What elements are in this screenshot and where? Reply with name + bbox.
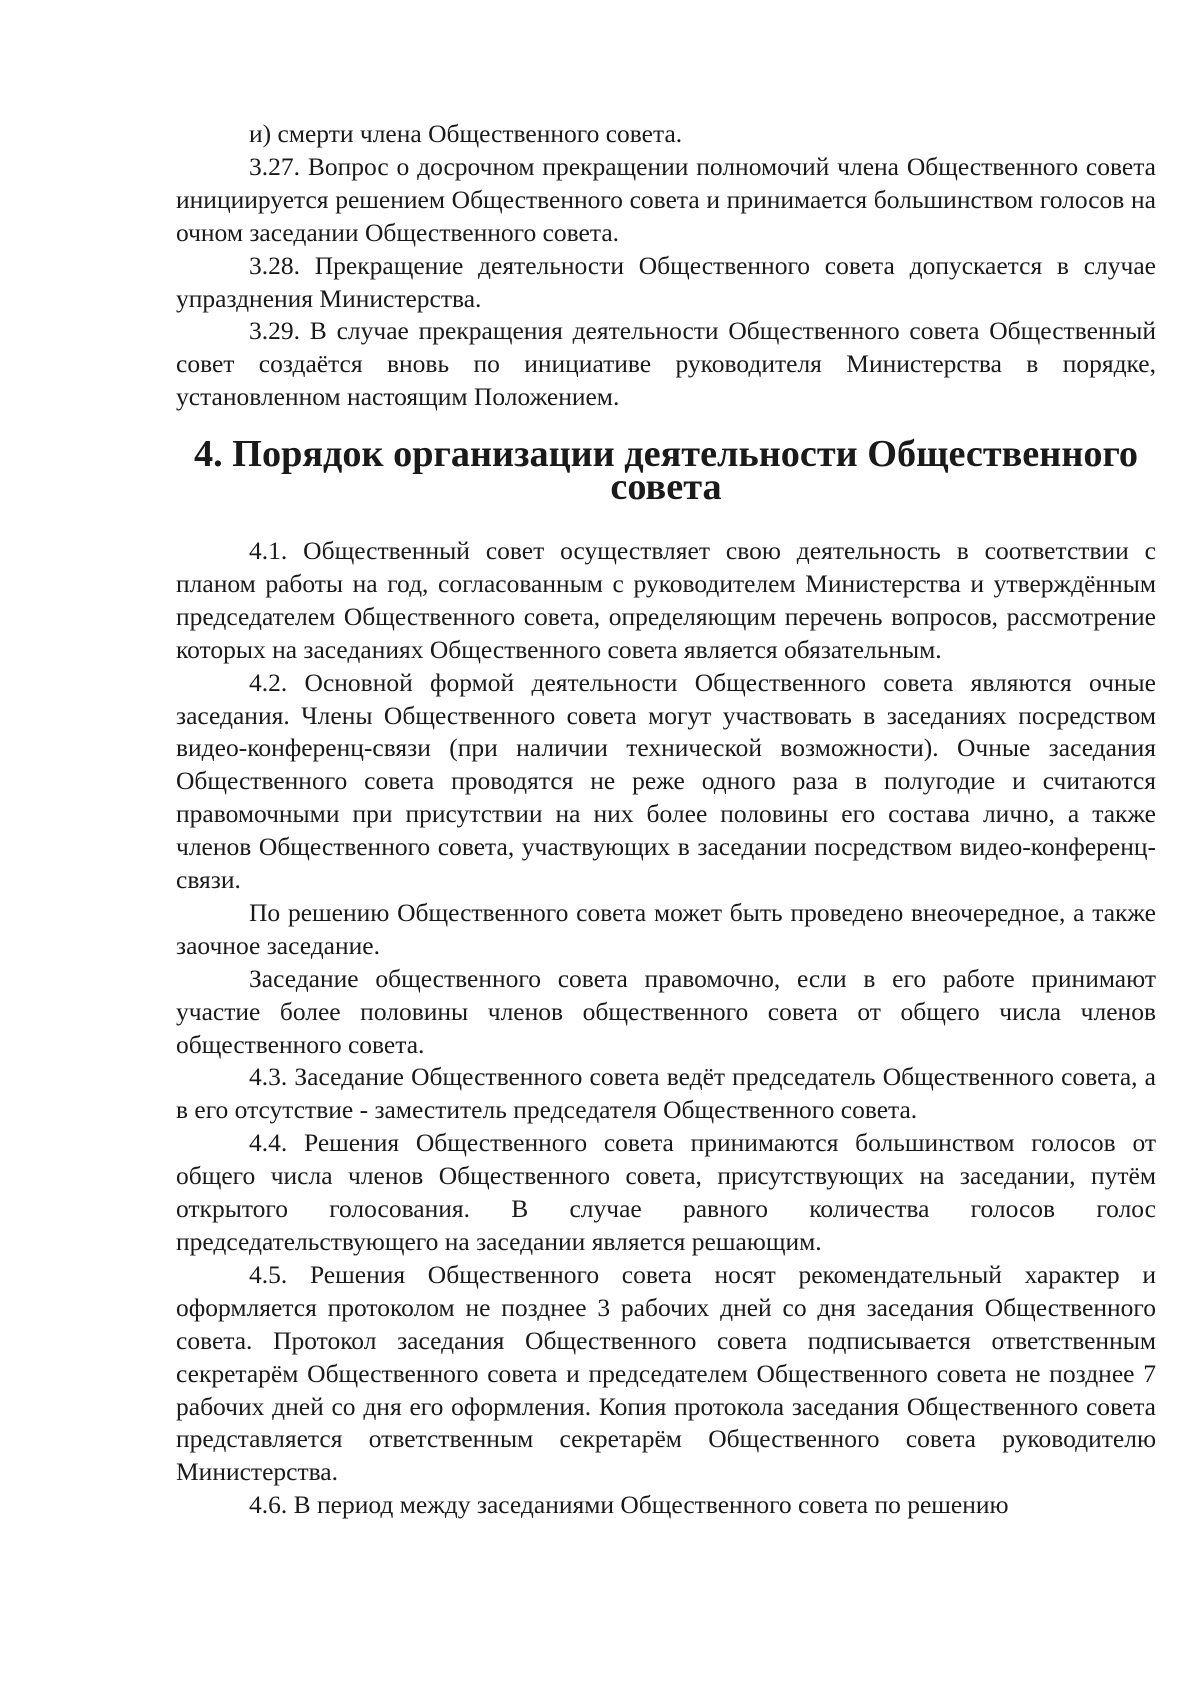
paragraph-extraordinary-meeting: По решению Общественного совета может быть проведено внеочередное, а также заочное заседание. — [176, 897, 1156, 960]
paragraph-item-i: и) смерти члена Общественного совета. — [249, 119, 683, 148]
section-heading: 4. Порядок организации деятельности Общественного совета — [193, 433, 1139, 509]
paragraph-4-1: 4.1. Общественный совет осуществляет свою деятельность в соответствии с планом работы на год, согласованным с руководителем Министерства и утверждённым председателем Общественного совета, определяющим перечень вопросов, рассмотрение которых на заседаниях Общественного совета является обязательным. — [176, 535, 1156, 664]
paragraph-4-5: 4.5. Решения Общественного совета носят рекомендательный характер и оформляется протоколом не позднее 3 рабочих дней со дня заседания Общественного совета. Протокол заседания Общественного совета подписывается ответственным секретарём Общественного совета и председателем Общественного совета не позднее 7 рабочих дней со дня его оформления. Копия протокола заседания Общественного совета представляется ответственным секретарём Общественного совета руководителю Министерства. — [176, 1259, 1156, 1487]
paragraph-3-29: 3.29. В случае прекращения деятельности Общественного совета Общественный совет создаётся вновь по инициативе руководителя Министерства в порядке, установленном настоящим Положением. — [176, 316, 1156, 412]
paragraph-4-2: 4.2. Основной формой деятельности Общественного совета являются очные заседания. Члены Общественного совета могут участвовать в заседаниях посредством видео-конференц-связи (при наличии технической возможности). Очные заседания Общественного совета проводятся не реже одного раза в полугодие и считаются правомочными при присутствии на них более половины его состава лично, а также членов Общественного совета, участвующих в заседании посредством видео-конференц-связи. — [176, 667, 1156, 895]
paragraph-4-3: 4.3. Заседание Общественного совета ведёт председатель Общественного совета, а в его отсутствие - заместитель председателя Общественного совета. — [176, 1062, 1156, 1125]
document-body — [176, 118, 1156, 1522]
paragraph-4-6: 4.6. В период между заседаниями Общественного совета по решению — [249, 1490, 1009, 1520]
paragraph-4-4: 4.4. Решения Общественного совета принимаются большинством голосов от общего числа членов Общественного совета, присутствующих на заседании, путём открытого голосования. В случае равного количества голосов голос председательствующего на заседании является решающим. — [176, 1128, 1156, 1256]
paragraph-3-27: 3.27. Вопрос о досрочном прекращении полномочий члена Общественного совета инициируется решением Общественного совета и принимается большинством голосов на очном заседании Общественного совета. — [176, 151, 1156, 247]
paragraph-3-28: 3.28. Прекращение деятельности Общественного совета допускается в случае упразднения Министерства. — [176, 250, 1156, 313]
paragraph-quorum: Заседание общественного совета правомочно, если в его работе принимают участие более половины членов общественного совета от общего числа членов общественного совета. — [176, 963, 1156, 1059]
